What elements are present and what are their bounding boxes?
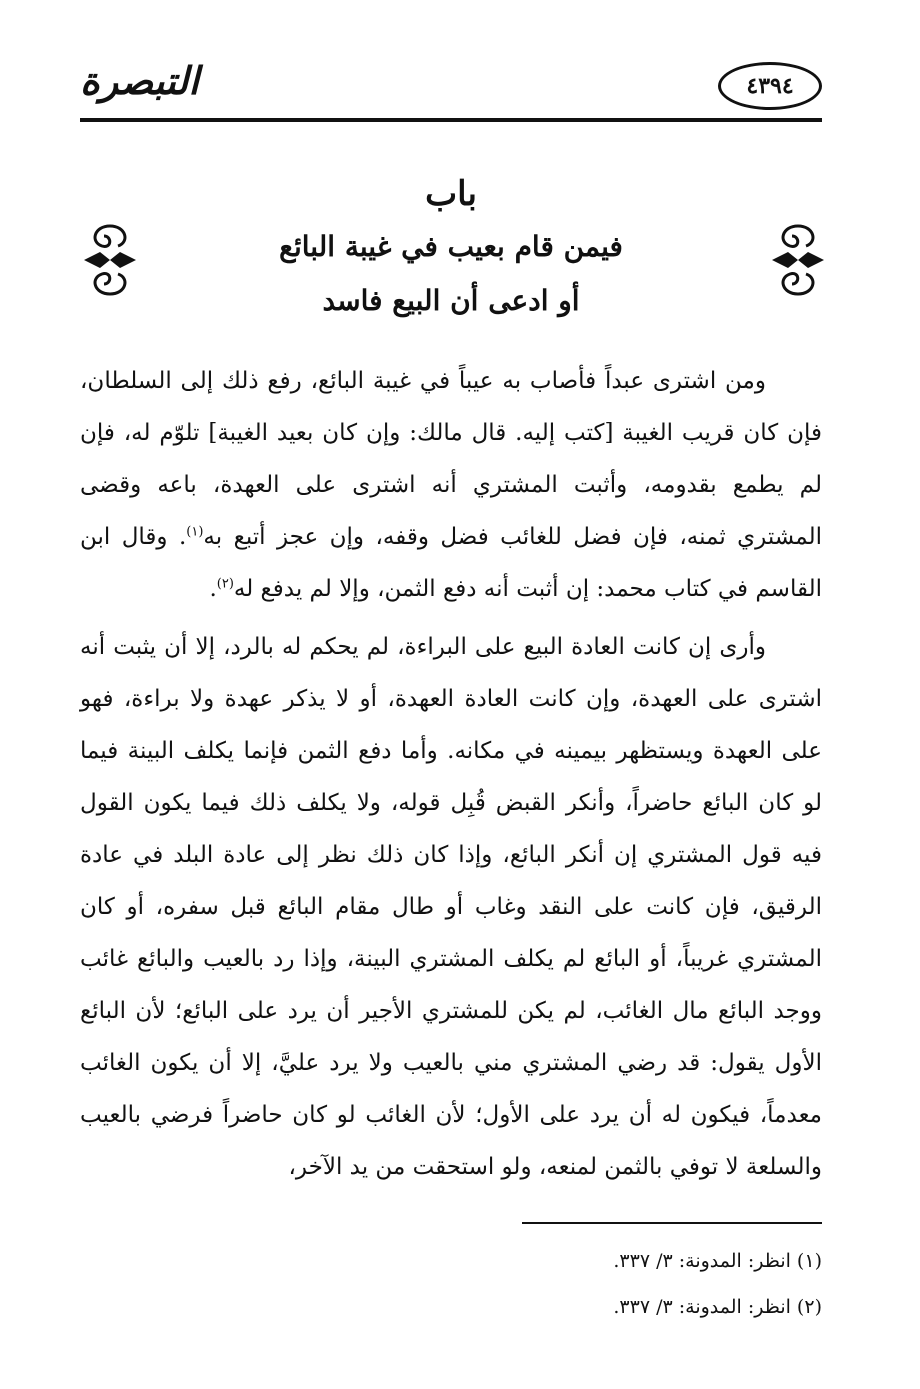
- paragraph-1-text-b: . وقال ابن القاسم في كتاب محمد: إن أثبت أنه دفع الثمن، وإلا لم يدفع له: [80, 524, 822, 602]
- footnote-rule: [522, 1222, 822, 1224]
- header-rule: [80, 118, 822, 122]
- footnote-ref-1: (١): [186, 524, 204, 540]
- chapter-title-line1: فيمن قام بعيب في غيبة البائع: [279, 230, 623, 263]
- chapter-heading: [80, 168, 822, 328]
- page-number: ٤٣٩٤: [718, 62, 822, 110]
- chapter-word: باب: [425, 174, 477, 214]
- page-header: [80, 52, 822, 124]
- chapter-title-line2: أو ادعى أن البيع فاسد: [322, 284, 580, 317]
- book-title: التبصرة: [80, 58, 199, 103]
- footnote-2: (٢) انظر: المدونة: ٣/ ٣٣٧.: [613, 1296, 822, 1318]
- paragraph-1: [80, 355, 822, 615]
- paragraph-1-text-a: ومن اشترى عبداً فأصاب به عيباً في غيبة البائع، رفع ذلك إلى السلطان، فإن كان قريب الغيبة [كتب إليه. قال مالك: وإن كان بعيد الغيبة] تلوّم له، فإن لم يطمع بقدومه، وأثبت المشتري أنه اشترى على العهدة، باعه وقضى المشتري ثمنه، فإن فضل للغائب فضل وقفه، وإن عجز أتبع به: [80, 368, 823, 550]
- footnote-ref-2: (٢): [216, 576, 234, 592]
- paragraph-2: وأرى إن كانت العادة البيع على البراءة، لم يحكم له بالرد، إلا أن يثبت أنه اشترى على العهدة، وإن كانت العادة العهدة، أو لا يذكر عهدة ولا براءة، فهو على العهدة ويستظهر بيمينه في مكانه. وأما دفع الثمن فإنما يكلف البينة فيما لو كان البائع حاضراً، وأنكر القبض قُبِل قوله، ولا يكلف ذلك فيما يكون القول فيه قول المشتري إن أنكر البائع، وإذا كان ذلك نظر إلى عادة البلد في عادة الرقيق، فإن كانت على النقد وغاب أو طال مقام البائع قبل سفره، أو كان المشتري غريباً، أو البائع لم يكلف المشتري البينة، وإذا رد بالعيب والبائع غائب ووجد البائع مال الغائب، لم يكن للمشتري الأجير أن يرد على البائع؛ لأن البائع الأول يقول: قد رضي المشتري مني بالعيب ولا يرد عليَّ، إلا أن يكون الغائب معدماً، فيكون له أن يرد على الأول؛ لأن الغائب لو كان حاضراً فرضي بالعيب والسلعة لا توفي بالثمن لمنعه، ولو استحقت من يد الآخر،: [80, 634, 822, 1180]
- body-text: [80, 355, 822, 1193]
- footnote-1: (١) انظر: المدونة: ٣/ ٣٣٧.: [613, 1250, 822, 1272]
- footnotes: [222, 1238, 822, 1330]
- paragraph-1-text-c: .: [209, 576, 217, 602]
